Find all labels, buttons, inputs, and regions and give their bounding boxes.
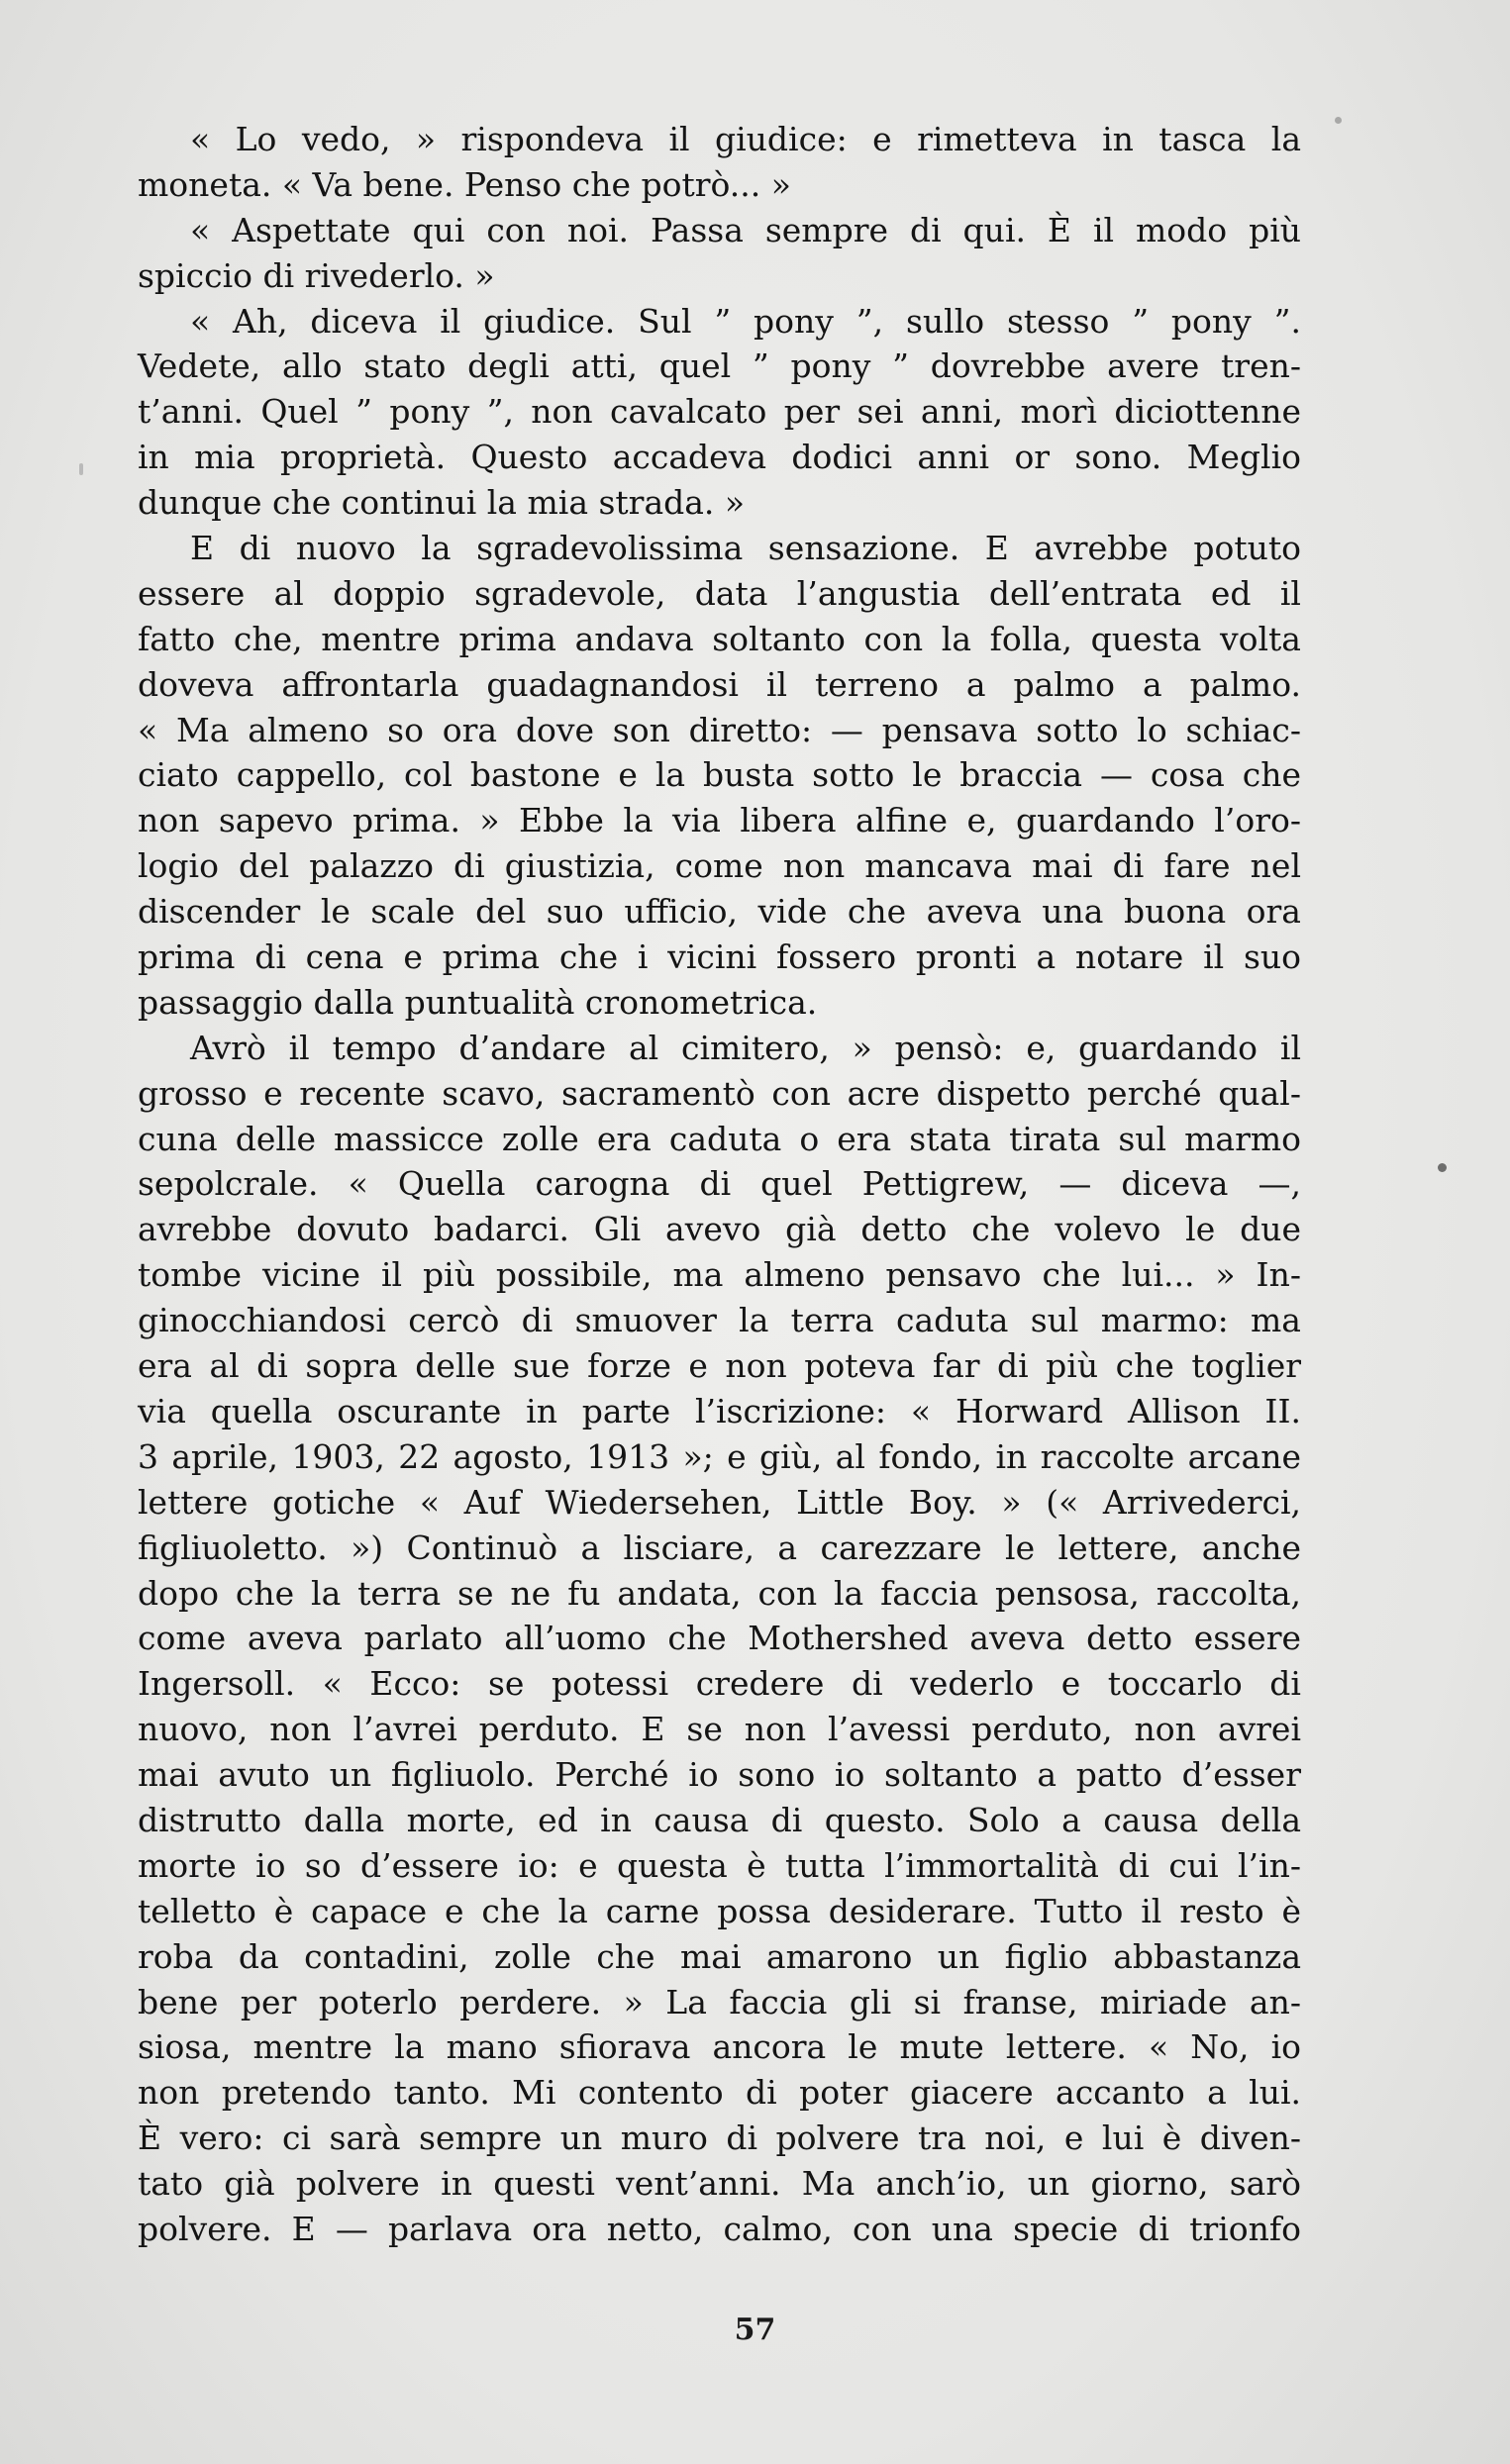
text-line: via quella oscurante in parte l’iscrizione: « Horward Allison II.: [138, 1391, 1301, 1430]
text-line: passaggio dalla puntualità cronometrica.: [138, 982, 818, 1022]
text-line: nuovo, non l’avrei perduto. E se non l’avessi perduto, non avrei: [138, 1710, 1301, 1749]
text-line: siosa, mentre la mano sfiorava ancora le mute lettere. « No, io: [138, 2027, 1301, 2067]
text-line: polvere. E — parlava ora netto, calmo, con una specie di trionfo: [138, 2209, 1301, 2248]
page-number: 57: [734, 2313, 776, 2347]
text-line: doveva affrontarla guadagnandosi il terreno a palmo a palmo.: [138, 664, 1301, 704]
text-line: Vedete, allo stato degli atti, quel ” pony ” dovrebbe avere tren-: [138, 346, 1301, 386]
text-line: E di nuovo la sgradevolissima sensazione. E avrebbe potuto: [190, 529, 1301, 568]
text-line: roba da contadini, zolle che mai amarono un figlio abbastanza: [138, 1936, 1301, 1976]
text-line: moneta. « Va bene. Penso che potrò... »: [138, 164, 791, 204]
text-line: in mia proprietà. Questo accadeva dodici anni or sono. Meglio: [138, 438, 1301, 477]
text-line: non sapevo prima. » Ebbe la via libera alfine e, guardando l’oro-: [138, 801, 1301, 840]
text-line: figliuoletto. ») Continuò a lisciare, a carezzare le lettere, anche: [138, 1528, 1301, 1567]
text-line: morte io so d’essere io: e questa è tutta l’immortalità di cui l’in-: [138, 1845, 1301, 1885]
text-line: ciato cappello, col bastone e la busta sotto le braccia — cosa che: [138, 755, 1301, 795]
text-line: lettere gotiche « Auf Wiedersehen, Little Boy. » (« Arrivederci,: [138, 1482, 1301, 1522]
text-line: fatto che, mentre prima andava soltanto con la folla, questa volta: [138, 619, 1301, 658]
text-line: sepolcrale. « Quella carogna di quel Pettigrew, — diceva —,: [138, 1164, 1301, 1204]
text-line: discender le scale del suo ufficio, vide che aveva una buona ora: [138, 892, 1301, 932]
text-line: era al di sopra delle sue forze e non poteva far di più che toglier: [138, 1346, 1301, 1386]
text-line: telletto è capace e che la carne possa desiderare. Tutto il resto è: [138, 1891, 1301, 1930]
text-line: Avrò il tempo d’andare al cimitero, » pensò: e, guardando il: [190, 1028, 1301, 1067]
text-line: essere al doppio sgradevole, data l’angustia dell’entrata ed il: [138, 573, 1301, 613]
text-line: « Ma almeno so ora dove son diretto: — pensava sotto lo schiac-: [138, 710, 1301, 749]
text-line: cuna delle massicce zolle era caduta o era stata tirata sul marmo: [138, 1119, 1301, 1158]
text-line: « Ah, diceva il giudice. Sul ” pony ”, sullo stesso ” pony ”.: [190, 301, 1301, 341]
text-line: È vero: ci sarà sempre un muro di polvere tra noi, e lui è diven-: [138, 2119, 1301, 2158]
text-line: spiccio di rivederlo. »: [138, 255, 495, 295]
text-line: grosso e recente scavo, sacramentò con acre dispetto perché qual-: [138, 1073, 1301, 1113]
text-line: tombe vicine il più possibile, ma almeno pensavo che lui... » In-: [138, 1255, 1301, 1295]
text-line: ginocchiandosi cercò di smuover la terra caduta sul marmo: ma: [138, 1301, 1301, 1340]
text-line: « Aspettate qui con noi. Passa sempre di qui. È il modo più: [190, 210, 1301, 249]
ink-speck: [79, 463, 83, 475]
text-line: avrebbe dovuto badarci. Gli avevo già detto che volevo le due: [138, 1210, 1301, 1249]
ink-speck: [1438, 1163, 1447, 1172]
text-line: dunque che continui la mia strada. »: [138, 483, 746, 523]
text-line: bene per poterlo perdere. » La faccia gli si franse, miriade an-: [138, 1982, 1301, 2021]
text-line: Ingersoll. « Ecco: se potessi credere di vederlo e toccarlo di: [138, 1664, 1301, 1704]
text-line: 3 aprile, 1903, 22 agosto, 1913 »; e giù, al fondo, in raccolte arcane: [138, 1436, 1301, 1476]
body-text: [138, 117, 1301, 2252]
text-line: distrutto dalla morte, ed in causa di questo. Solo a causa della: [138, 1800, 1301, 1839]
text-line: come aveva parlato all’uomo che Mothershed aveva detto essere: [138, 1619, 1301, 1658]
text-line: prima di cena e prima che i vicini fossero pronti a notare il suo: [138, 937, 1301, 977]
text-line: mai avuto un figliuolo. Perché io sono io soltanto a patto d’esser: [138, 1755, 1301, 1795]
text-line: non pretendo tanto. Mi contento di poter giacere accanto a lui.: [138, 2073, 1301, 2113]
text-line: dopo che la terra se ne fu andata, con la faccia pensosa, raccolta,: [138, 1573, 1301, 1613]
ink-speck: [1335, 117, 1342, 124]
text-line: logio del palazzo di giustizia, come non mancava mai di fare nel: [138, 846, 1301, 886]
text-line: « Lo vedo, » rispondeva il giudice: e rimetteva in tasca la: [190, 120, 1301, 158]
text-line: tato già polvere in questi vent’anni. Ma anch’io, un giorno, sarò: [138, 2164, 1301, 2204]
text-line: t’anni. Quel ” pony ”, non cavalcato per sei anni, morì diciottenne: [138, 392, 1301, 432]
